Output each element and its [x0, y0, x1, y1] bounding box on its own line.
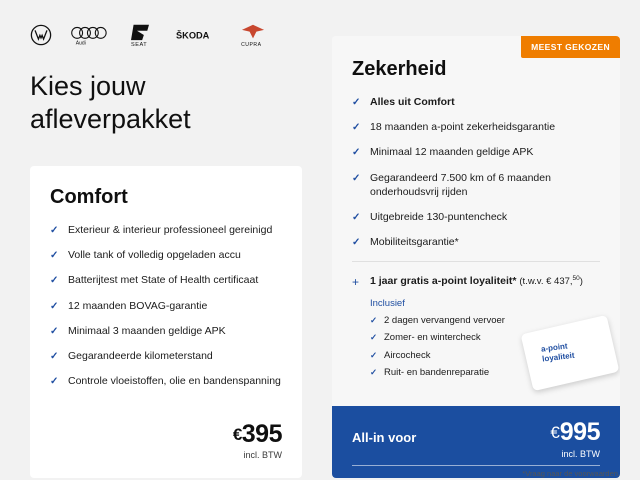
check-icon: ✓ — [370, 349, 378, 360]
allin-label: All-in voor — [352, 430, 417, 445]
check-icon: ✓ — [352, 211, 361, 223]
loyalty-title: 1 jaar gratis a-point loyaliteit* — [370, 275, 517, 288]
volkswagen-logo — [30, 24, 52, 46]
check-icon: ✓ — [370, 315, 378, 326]
currency-symbol: € — [232, 425, 242, 444]
audi-logo — [70, 24, 110, 46]
list-item — [50, 374, 282, 388]
list-item — [50, 349, 282, 363]
comfort-title: Comfort — [50, 186, 128, 208]
plus-icon: + — [352, 275, 360, 290]
inclusief-label: Inclusief — [370, 298, 405, 310]
footnote: *Vraag naar de voorwaarden. — [522, 469, 620, 478]
zekerheid-feature-list — [352, 95, 600, 249]
list-item — [50, 273, 282, 287]
feature-text: Controle vloeistoffen, olie en bandenspanning — [68, 375, 281, 388]
list-item — [50, 299, 282, 313]
inclusief-text: Zomer- en wintercheck — [384, 332, 481, 344]
feature-text: Gegarandeerd 7.500 km of 6 maanden onderhoudsvrij rijden — [370, 171, 551, 198]
list-item — [352, 95, 600, 109]
comfort-price — [233, 422, 282, 447]
list-item — [352, 210, 600, 224]
feature-text: Gegarandeerde kilometerstand — [68, 349, 213, 362]
loyalty-offer-row — [352, 274, 600, 289]
allin-price-sub: incl. BTW — [561, 449, 600, 459]
list-item — [352, 171, 600, 199]
feature-text: Alles uit Comfort — [370, 96, 455, 108]
cupra-logo — [236, 23, 270, 47]
list-item — [50, 223, 282, 237]
feature-text: 18 maanden a-point zekerheidsgarantie — [370, 121, 556, 134]
check-icon: ✓ — [50, 325, 59, 337]
feature-text: Uitgebreide 130-puntencheck — [370, 210, 508, 223]
check-icon: ✓ — [50, 225, 59, 236]
package-card-zekerheid — [332, 36, 620, 478]
feature-text: Batterijtest met State of Health certificaat — [68, 274, 259, 287]
feature-text: 12 maanden BOVAG-garantie — [68, 299, 208, 312]
list-item — [352, 235, 600, 249]
price-amount: 395 — [241, 420, 282, 448]
svg-text:CUPRA: CUPRA — [241, 42, 262, 47]
loyalty-card-product: loyaliteit — [541, 350, 575, 364]
comfort-feature-list — [50, 223, 282, 388]
check-icon: ✓ — [352, 237, 361, 249]
skoda-logo — [176, 26, 218, 44]
loyalty-value-close: ) — [579, 276, 583, 288]
feature-text: Volle tank of volledig opgeladen accu — [68, 249, 241, 262]
svg-text:ŠKODA: ŠKODA — [176, 30, 210, 41]
check-icon: ✓ — [50, 275, 59, 287]
seat-logo — [128, 23, 158, 47]
loyalty-value-text: (t.w.v. € 437, — [519, 276, 573, 288]
check-icon: ✓ — [352, 97, 361, 108]
list-item — [50, 248, 282, 262]
check-icon: ✓ — [352, 122, 361, 134]
svg-text:Audi: Audi — [75, 40, 86, 46]
check-icon: ✓ — [50, 350, 59, 362]
loyalty-card-text — [540, 341, 575, 364]
feature-text: Minimaal 12 maanden geldige APK — [370, 146, 534, 159]
check-icon: ✓ — [50, 300, 59, 312]
zekerheid-title: Zekerheid — [352, 58, 447, 80]
inclusief-text: 2 dagen vervangend vervoer — [384, 315, 505, 327]
check-icon: ✓ — [50, 250, 59, 262]
feature-text: Exterieur & interieur professioneel gereinigd — [68, 224, 273, 236]
list-item — [50, 324, 282, 338]
list-item — [352, 120, 600, 134]
inclusief-text: Ruit- en bandenreparatie — [384, 367, 490, 379]
check-icon: ✓ — [370, 332, 378, 343]
currency-symbol: € — [550, 423, 560, 442]
feature-text: Mobiliteitsgarantie* — [370, 236, 459, 249]
allin-price — [550, 420, 600, 445]
comfort-price-sub: incl. BTW — [243, 450, 282, 460]
check-icon: ✓ — [352, 172, 361, 184]
divider — [352, 465, 600, 466]
divider — [352, 261, 600, 262]
page-title: Kies jouw afleverpakket — [30, 71, 191, 134]
package-card-comfort — [30, 166, 302, 478]
check-icon: ✓ — [352, 147, 361, 159]
list-item — [352, 145, 600, 159]
loyalty-value-note — [519, 276, 583, 287]
check-icon: ✓ — [370, 367, 378, 378]
allin-price-footer — [332, 406, 620, 478]
feature-text: Minimaal 3 maanden geldige APK — [68, 324, 226, 337]
check-icon: ✓ — [50, 376, 59, 388]
status-badge: MEEST GEKOZEN — [521, 36, 620, 58]
comfort-price-block — [233, 422, 282, 460]
loyalty-value-cents: 50 — [572, 275, 580, 283]
price-amount: 995 — [559, 418, 600, 446]
inclusief-text: Aircocheck — [384, 349, 431, 361]
svg-text:SEAT: SEAT — [131, 42, 148, 47]
loyalty-card-brand: a-point — [540, 341, 569, 354]
